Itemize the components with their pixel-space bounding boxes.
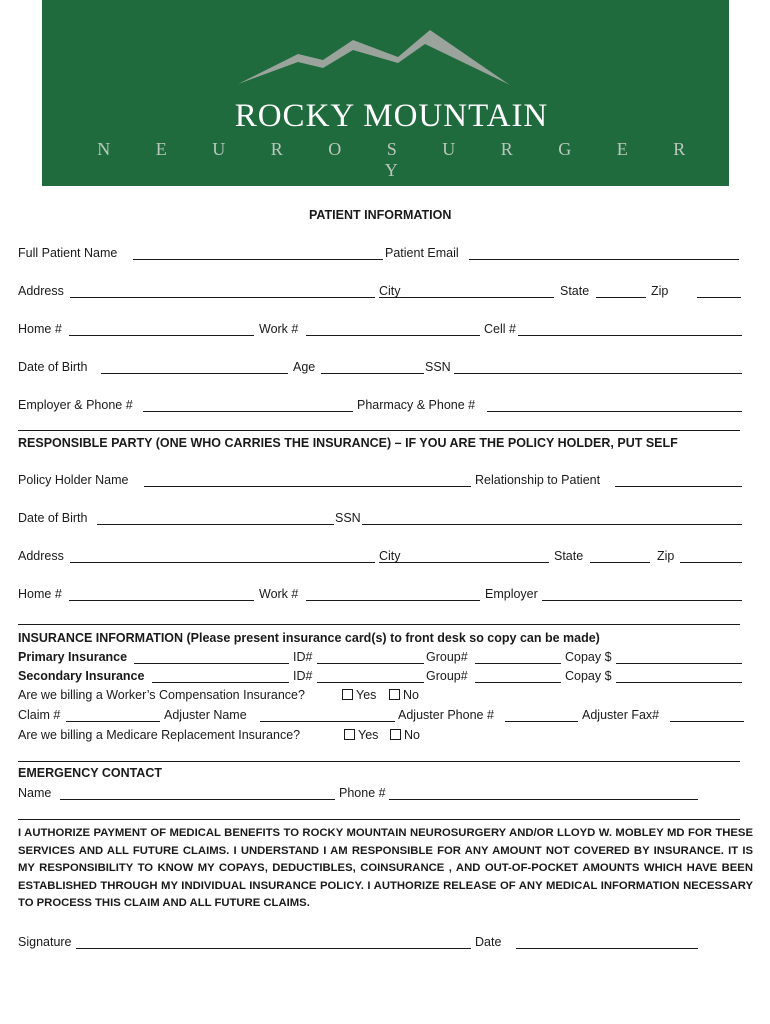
- workers-comp-yes[interactable]: Yes: [342, 688, 376, 703]
- section-divider: [18, 819, 740, 820]
- secondary-copay-field[interactable]: [616, 682, 742, 683]
- date-field[interactable]: [516, 948, 698, 949]
- secondary-copay-label: Copay $: [565, 669, 612, 683]
- resp-ssn-field[interactable]: [362, 524, 742, 525]
- resp-dob-field[interactable]: [97, 524, 334, 525]
- adjuster-phone-field[interactable]: [505, 721, 578, 722]
- logo-banner: [42, 0, 729, 186]
- adjuster-name-field[interactable]: [260, 721, 395, 722]
- employer-phone-field[interactable]: [143, 411, 353, 412]
- state-label: State: [560, 284, 590, 298]
- dob-label: Date of Birth: [18, 360, 88, 374]
- emergency-name-field[interactable]: [60, 799, 335, 800]
- dob-field[interactable]: [101, 373, 288, 374]
- resp-state-field[interactable]: [590, 562, 650, 563]
- pharmacy-phone-field[interactable]: [487, 411, 742, 412]
- age-label: Age: [293, 360, 316, 374]
- secondary-id-label: ID#: [293, 669, 313, 683]
- email-field[interactable]: [469, 259, 739, 260]
- home-phone-field[interactable]: [69, 335, 254, 336]
- address-label: Address: [18, 284, 64, 298]
- emergency-phone-field[interactable]: [389, 799, 698, 800]
- responsible-section-title: RESPONSIBLE PARTY (ONE WHO CARRIES THE INSURANCE) – IF YOU ARE THE POLICY HOLDER, PUT SELF: [18, 436, 678, 450]
- claim-label: Claim #: [18, 708, 61, 722]
- secondary-insurance-field[interactable]: [152, 682, 289, 683]
- section-divider: [18, 430, 740, 431]
- logo-brand-name: ROCKY MOUNTAIN: [234, 98, 549, 134]
- primary-group-label: Group#: [426, 650, 468, 664]
- checkbox-icon[interactable]: [342, 689, 353, 700]
- emergency-name-label: Name: [18, 786, 52, 800]
- secondary-group-field[interactable]: [475, 682, 561, 683]
- adjuster-fax-field[interactable]: [670, 721, 744, 722]
- emergency-section-title: EMERGENCY CONTACT: [18, 766, 162, 780]
- resp-home-label: Home #: [18, 587, 62, 601]
- checkbox-icon[interactable]: [389, 689, 400, 700]
- resp-employer-field[interactable]: [542, 600, 742, 601]
- medicare-no[interactable]: No: [390, 728, 420, 743]
- signature-field[interactable]: [76, 948, 471, 949]
- resp-zip-label: Zip: [657, 549, 675, 563]
- primary-insurance-field[interactable]: [134, 663, 289, 664]
- checkbox-icon[interactable]: [390, 729, 401, 740]
- work-phone-label: Work #: [259, 322, 299, 336]
- work-phone-field[interactable]: [306, 335, 480, 336]
- section-divider: [18, 624, 740, 625]
- primary-id-label: ID#: [293, 650, 313, 664]
- resp-zip-field[interactable]: [680, 562, 742, 563]
- resp-employer-label: Employer: [485, 587, 538, 601]
- resp-dob-label: Date of Birth: [18, 511, 88, 525]
- resp-state-label: State: [554, 549, 584, 563]
- cell-phone-label: Cell #: [484, 322, 516, 336]
- workers-comp-no[interactable]: No: [389, 688, 419, 703]
- cell-phone-field[interactable]: [518, 335, 742, 336]
- primary-insurance-label: Primary Insurance: [18, 650, 128, 664]
- resp-ssn-label: SSN: [335, 511, 361, 525]
- address-field[interactable]: [70, 297, 375, 298]
- secondary-group-label: Group#: [426, 669, 468, 683]
- zip-field[interactable]: [697, 297, 741, 298]
- age-field[interactable]: [321, 373, 424, 374]
- resp-city-label: City: [379, 549, 401, 563]
- state-field[interactable]: [596, 297, 646, 298]
- policy-holder-label: Policy Holder Name: [18, 473, 129, 487]
- resp-address-field[interactable]: [70, 562, 375, 563]
- city-label: City: [379, 284, 401, 298]
- secondary-id-field[interactable]: [317, 682, 424, 683]
- resp-work-field[interactable]: [306, 600, 480, 601]
- ssn-label: SSN: [425, 360, 451, 374]
- adjuster-name-label: Adjuster Name: [164, 708, 247, 722]
- primary-copay-label: Copay $: [565, 650, 612, 664]
- patient-section-title: PATIENT INFORMATION: [309, 208, 452, 222]
- claim-field[interactable]: [66, 721, 160, 722]
- zip-label: Zip: [651, 284, 669, 298]
- date-label: Date: [475, 935, 502, 949]
- adjuster-phone-label: Adjuster Phone #: [398, 708, 494, 722]
- section-divider: [18, 761, 740, 762]
- signature-label: Signature: [18, 935, 72, 949]
- resp-home-field[interactable]: [69, 600, 254, 601]
- full-name-label: Full Patient Name: [18, 246, 118, 260]
- home-phone-label: Home #: [18, 322, 62, 336]
- medicare-question: Are we billing a Medicare Replacement Insurance?: [18, 728, 301, 742]
- city-field[interactable]: [379, 297, 554, 298]
- primary-copay-field[interactable]: [616, 663, 742, 664]
- resp-work-label: Work #: [259, 587, 299, 601]
- resp-city-field[interactable]: [379, 562, 549, 563]
- adjuster-fax-label: Adjuster Fax#: [582, 708, 660, 722]
- ssn-field[interactable]: [454, 373, 742, 374]
- email-label: Patient Email: [385, 246, 459, 260]
- policy-holder-field[interactable]: [144, 486, 471, 487]
- pharmacy-phone-label: Pharmacy & Phone #: [357, 398, 476, 412]
- medicare-yes[interactable]: Yes: [344, 728, 378, 743]
- primary-group-field[interactable]: [475, 663, 561, 664]
- logo-brand-sub: N E U R O S U R G E R Y: [97, 139, 706, 180]
- primary-id-field[interactable]: [317, 663, 424, 664]
- authorization-text: I AUTHORIZE PAYMENT OF MEDICAL BENEFITS TO ROCKY MOUNTAIN NEUROSURGERY AND/OR LLOYD W. MOBLEY MD FOR THESE SERVICES AND ALL FUTURE CLAIMS. I UNDERSTAND I AM RESPONSIBLE FOR ANY AMOUNT NOT COVERED BY INSURANCE. IT IS MY RESPONSIBILITY TO KNOW MY COPAYS, DEDUCTIBLES, COINSURANCE , AND OUT-OF-POCKET AMOUNTS WHICH HAVE BEEN ESTABLISHED THROUGH MY INDIVIDUAL INSURANCE POLICY. I AUTHORIZE RELEASE OF ANY MEDICAL INFORMATION NECESSARY TO PROCESS THIS CLAIM AND ALL FUTURE CLAIMS.: [18, 827, 753, 910]
- insurance-section-title: INSURANCE INFORMATION (Please present insurance card(s) to front desk so copy can be made): [18, 631, 600, 645]
- resp-address-label: Address: [18, 549, 64, 563]
- emergency-phone-label: Phone #: [339, 786, 386, 800]
- secondary-insurance-label: Secondary Insurance: [18, 669, 145, 683]
- relationship-label: Relationship to Patient: [475, 473, 601, 487]
- checkbox-icon[interactable]: [344, 729, 355, 740]
- full-name-field[interactable]: [133, 259, 383, 260]
- relationship-field[interactable]: [615, 486, 742, 487]
- employer-phone-label: Employer & Phone #: [18, 398, 133, 412]
- workers-comp-question: Are we billing a Worker’s Compensation Insurance?: [18, 688, 305, 702]
